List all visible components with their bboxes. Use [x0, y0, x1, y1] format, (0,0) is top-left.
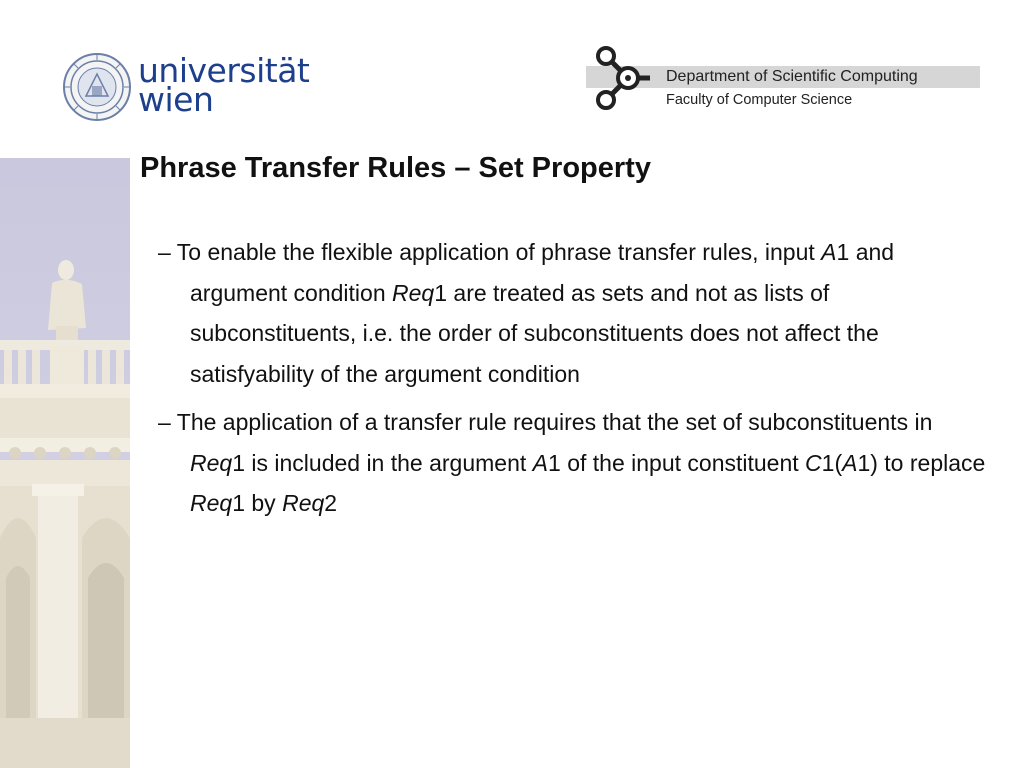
bullet-text: 1(: [821, 449, 843, 476]
math-symbol: A: [532, 449, 549, 476]
bullet-text: 1 are treated as sets and not as lists of subconstituents, i.e. the order of subconstituents does not affect the satisfyability of the argument condition: [190, 279, 879, 387]
math-symbol: A: [842, 449, 858, 476]
faculty-name: Faculty of Computer Science: [666, 92, 853, 108]
department-logo: [586, 46, 982, 110]
bullet-item: [158, 232, 988, 394]
bullet-text: 1 and argument condition: [190, 239, 895, 306]
bullet-text: 2: [324, 490, 338, 516]
university-line1: universität: [138, 51, 310, 90]
slide-title: Phrase Transfer Rules – Set Property: [140, 152, 651, 184]
department-name: Department of Scientific Computing: [666, 68, 918, 85]
bullet-item: [158, 402, 988, 524]
university-wordmark: [138, 51, 310, 119]
math-symbol: Req: [392, 279, 435, 306]
slide-content: [158, 232, 988, 532]
building-facade-image: [0, 158, 130, 768]
math-symbol: Req: [190, 490, 233, 516]
bullet-text: – The application of a transfer rule requires that the set of subconstituents in: [158, 409, 933, 435]
bullet-text: – To enable the flexible application of phrase transfer rules, input: [158, 239, 822, 265]
university-seal-icon: [62, 52, 132, 122]
math-symbol: A: [821, 239, 837, 265]
network-node-icon: [594, 46, 654, 110]
math-symbol: C: [805, 449, 822, 476]
math-symbol: Req: [190, 449, 233, 476]
bullet-text: 1) to replace: [857, 449, 986, 476]
math-symbol: Req: [282, 490, 325, 516]
university-logo: [62, 51, 310, 128]
building-illustration: [0, 158, 130, 768]
bullet-text: 1 is included in the argument: [232, 449, 533, 476]
university-line2: wien: [138, 80, 214, 119]
bullet-text: 1 of the input constituent: [548, 449, 806, 476]
bullet-text: 1 by: [232, 490, 283, 516]
